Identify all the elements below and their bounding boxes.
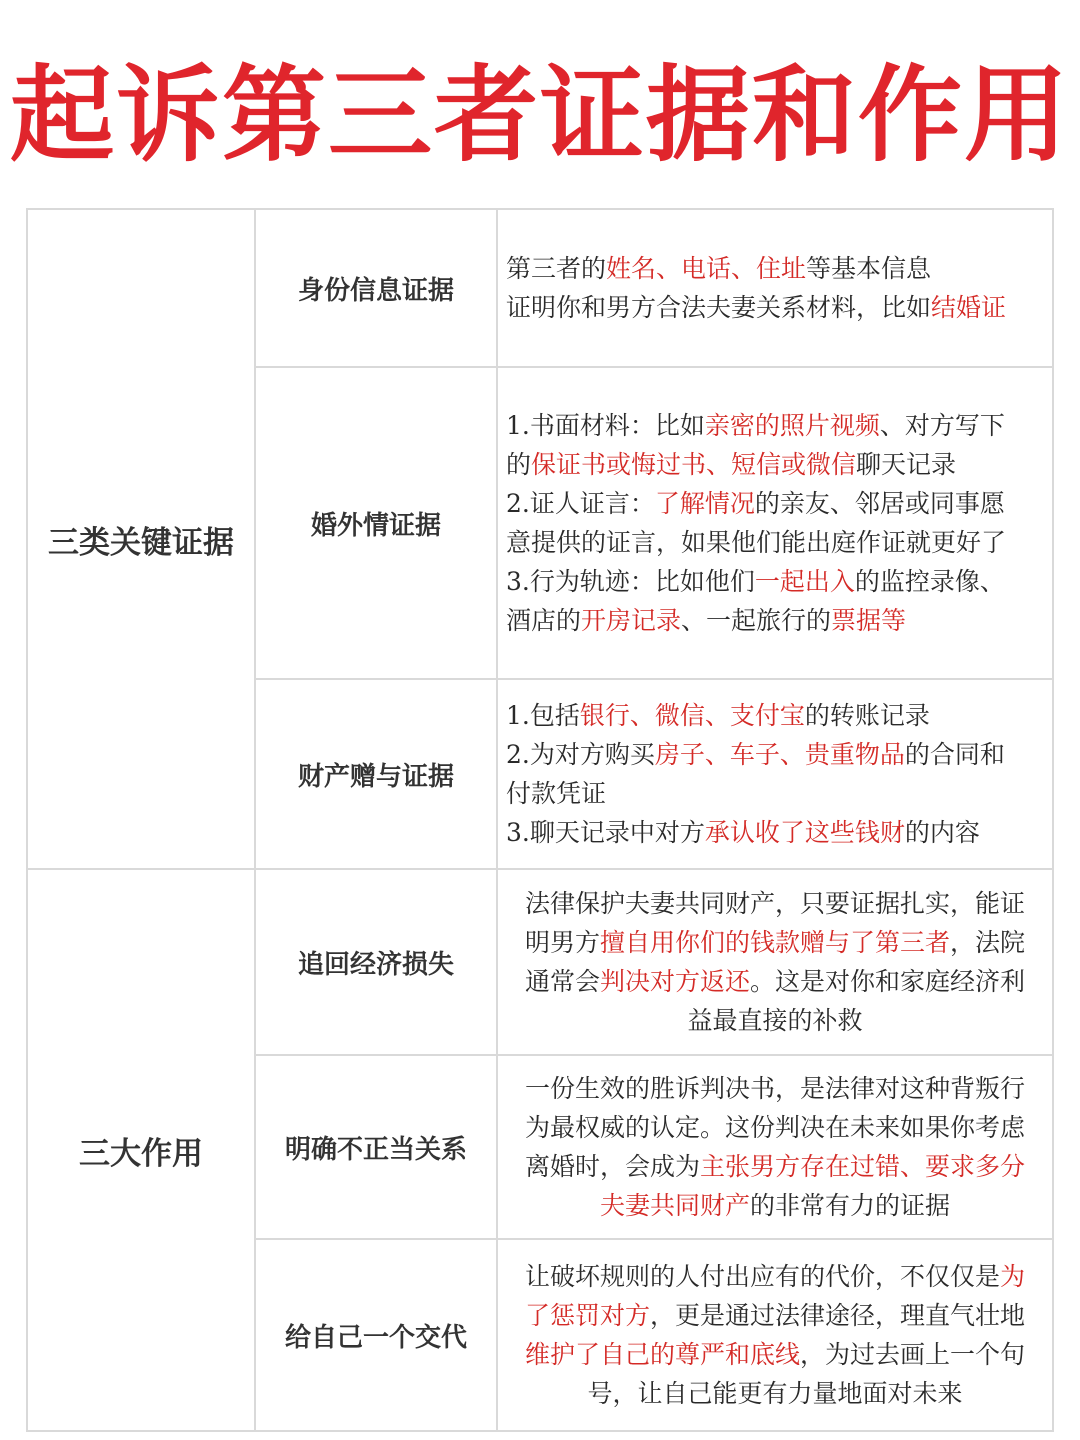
highlighted-text: 了惩罚对方 [524,1301,650,1330]
description-line [506,813,1038,852]
plain-text: 2.为对方购买 [506,740,655,769]
plain-text: 付款凭证 [506,779,607,808]
highlighted-text: 擅自用你们的钱款赠与了第三者 [599,928,950,957]
highlighted-text: 亲密的照片视频 [704,411,880,440]
highlighted-text: 票据等 [831,606,907,635]
highlighted-text: 夫妻共同财产 [599,1191,750,1220]
description-line [506,484,1038,523]
plain-text: 等基本信息 [806,254,932,283]
plain-text: 的合同和 [904,740,1005,769]
row-description [497,367,1053,679]
row-label: 身份信息证据 [255,209,497,367]
description-line [512,1069,1038,1108]
highlighted-text: 承认收了这些钱财 [704,818,905,847]
plain-text: 的 [506,450,532,479]
highlighted-text: 银行、微信、支付宝 [579,701,805,730]
highlighted-text: 开房记录 [581,606,682,635]
plain-text: 一份生效的胜诉判决书，是法律对这种背叛行 [524,1074,1025,1103]
plain-text: 益最直接的补救 [687,1006,863,1035]
description-line [512,1296,1038,1335]
plain-text: 的非常有力的证据 [750,1191,951,1220]
plain-text: 离婚时，会成为 [524,1152,700,1181]
table-row [27,869,1053,1055]
description-line [506,774,1038,813]
plain-text: 。这是对你和家庭经济利 [750,967,1026,996]
highlighted-text: 结婚证 [931,293,1007,322]
plain-text: ，为过去画上一个句 [800,1340,1026,1369]
plain-text: 2.证人证言： [506,489,655,518]
category-cell: 三大作用 [27,869,255,1431]
description-line [506,562,1038,601]
highlighted-text: 姓名、电话、住址 [606,254,807,283]
description-line [506,288,1038,327]
row-label: 追回经济损失 [255,869,497,1055]
table-row [27,209,1053,367]
highlighted-text: 为 [1000,1262,1026,1291]
plain-text: 的监控录像、 [854,567,1005,596]
category-cell: 三类关键证据 [27,209,255,869]
plain-text: 的内容 [904,818,980,847]
row-label: 给自己一个交代 [255,1239,497,1431]
highlighted-text: 房子、车子、贵重物品 [654,740,905,769]
description-line [506,696,1038,735]
description-line [512,1374,1038,1413]
row-label: 财产赠与证据 [255,679,497,869]
plain-text: 3.行为轨迹：比如他们 [506,567,755,596]
highlighted-text: 了解情况 [654,489,755,518]
row-label: 婚外情证据 [255,367,497,679]
plain-text: 聊天记录 [856,450,957,479]
highlighted-text: 主张男方存在过错、要求多分 [700,1152,1026,1181]
plain-text: 号，让自己能更有力量地面对未来 [587,1379,963,1408]
description-line [512,1186,1038,1225]
highlighted-text: 维护了自己的尊严和底线 [524,1340,800,1369]
plain-text: 的转账记录 [804,701,930,730]
highlighted-text: 保证书或悔过书、短信或微信 [531,450,857,479]
description-line [512,962,1038,1001]
description-line [512,1335,1038,1374]
highlighted-text: 一起出入 [754,567,855,596]
page-title: 起诉第三者证据和作用 [9,54,1070,176]
row-description [497,869,1053,1055]
description-line [506,601,1038,640]
plain-text: 意提供的证言，如果他们能出庭作证就更好了 [506,528,1007,557]
description-line [512,1257,1038,1296]
plain-text: 第三者的 [506,254,607,283]
description-line [506,406,1038,445]
plain-text: 、对方写下 [879,411,1005,440]
row-description [497,209,1053,367]
description-line [506,735,1038,774]
description-line [506,523,1038,562]
plain-text: 明男方 [524,928,600,957]
row-description [497,679,1053,869]
plain-text: 3.聊天记录中对方 [506,818,705,847]
plain-text: 法律保护夫妻共同财产，只要证据扎实，能证 [524,889,1025,918]
description-line [512,923,1038,962]
row-description [497,1239,1053,1431]
plain-text: 通常会 [524,967,600,996]
description-line [506,445,1038,484]
plain-text: 酒店的 [506,606,582,635]
description-line [512,1147,1038,1186]
row-description [497,1055,1053,1239]
highlighted-text: 判决对方返还 [599,967,750,996]
description-line [506,249,1038,288]
description-line [512,884,1038,923]
plain-text: 让破坏规则的人付出应有的代价，不仅仅是 [524,1262,1000,1291]
description-line [512,1001,1038,1040]
plain-text: 为最权威的认定。这份判决在未来如果你考虑 [524,1113,1025,1142]
row-label: 明确不正当关系 [255,1055,497,1239]
plain-text: 、一起旅行的 [681,606,832,635]
plain-text: 1.包括 [506,701,580,730]
evidence-table [26,208,1054,1432]
plain-text: ，更是通过法律途径，理直气壮地 [650,1301,1026,1330]
plain-text: ，法院 [950,928,1026,957]
description-line [512,1108,1038,1147]
plain-text: 的亲友、邻居或同事愿 [754,489,1005,518]
plain-text: 1.书面材料：比如 [506,411,705,440]
plain-text: 证明你和男方合法夫妻关系材料，比如 [506,293,932,322]
